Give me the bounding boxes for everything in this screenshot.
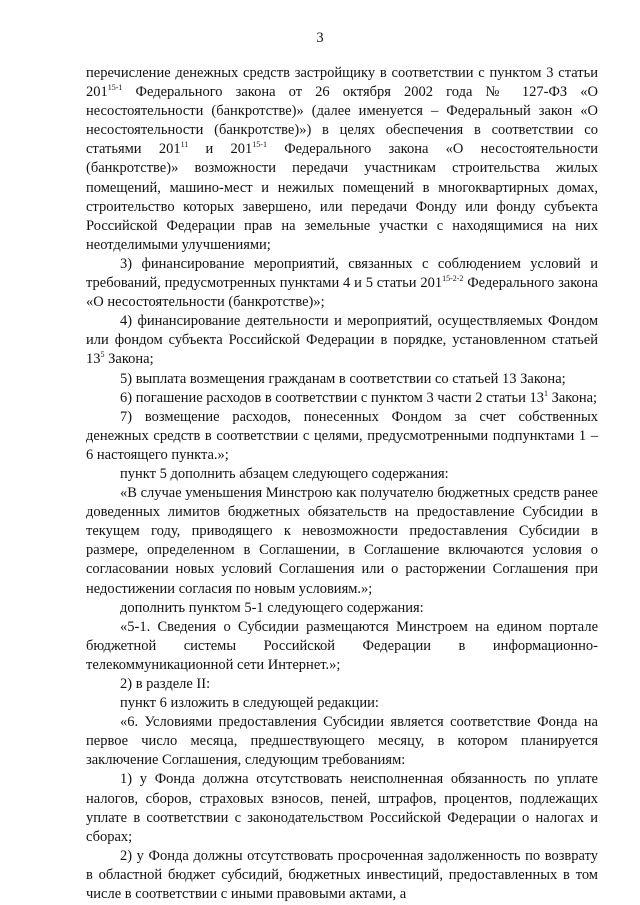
paragraph xyxy=(86,694,598,713)
document-body xyxy=(86,64,598,904)
paragraph-text: Закона; xyxy=(547,389,598,406)
paragraph-text: 2) у Фонда должны отсутствовать просроченная задолженность по возврату в областной бюджет субсидий, бюджетных инвестиций, предоставленных в том числе в соответствии с иными правовыми актами, а xyxy=(86,847,598,903)
paragraph-text: 1) у Фонда должна отсутствовать неисполненная обязанность по уплате налогов, сборов, страховых взносов, пеней, штрафов, процентов, подлежащих уплате в соответствии с законодательством Российской Федерации о налогах и сборах; xyxy=(86,771,598,845)
paragraph xyxy=(86,408,598,465)
paragraph-text: пункт 5 дополнить абзацем следующего содержания: xyxy=(120,465,449,482)
paragraph-text: 4) финансирование деятельности и мероприятий, осуществляемых Фондом или фондом субъекта Российской Федерации в порядке, установленном статьей 13 xyxy=(86,313,598,368)
paragraph xyxy=(86,675,598,694)
paragraph-text: дополнить пунктом 5-1 следующего содержания: xyxy=(120,599,424,616)
page-number: 3 xyxy=(316,30,324,46)
paragraph-text: «5-1. Сведения о Субсидии размещаются Минстроем на едином портале бюджетной системы Российской Федерации в информационно-телекоммуникационной сети Интернет.»; xyxy=(86,618,598,673)
paragraph-text: 6) погашение расходов в соответствии с пунктом 3 части 2 статьи 13 xyxy=(120,389,544,406)
paragraph-text: 3) финансирование мероприятий, связанных с соблюдением условий и требований, предусмотренных пунктами 4 и 5 статьи 201 xyxy=(86,255,598,292)
paragraph xyxy=(86,255,598,312)
paragraph-text: «В случае уменьшения Минстрою как получателю бюджетных средств ранее доведенных лимитов бюджетных обязательств на предоставление Субсидии в текущем году, приводящего к невозможности предоставления Субсидии в размере, определенном в Соглашении, в Соглашение включаются условия о согласовании новых условий Соглашения или о расторжении Соглашения при недостижении согласия по новым условиям.»; xyxy=(86,485,598,597)
paragraph xyxy=(86,389,598,408)
superscript: 15-2-2 xyxy=(442,274,464,284)
paragraph-text: Федерального закона от 26 октября 2002 года № 127-ФЗ «О несостоятельности (банкротстве)» (далее именуется – Федеральный закон «О несостоятельности (банкротстве)») в целях обеспечения в соответствии со статьями 201 xyxy=(86,84,598,158)
paragraph-text: 2) в разделе II: xyxy=(120,676,211,692)
paragraph xyxy=(86,770,598,846)
superscript: 15-1 xyxy=(107,83,123,93)
paragraph-text: 7) возмещение расходов, понесенных Фондом за счет собственных денежных средств в соответствии с целями, предусмотренными подпунктами 1 – 6 настоящего пункта.»; xyxy=(86,408,598,463)
superscript: 5 xyxy=(100,350,105,360)
paragraph xyxy=(86,312,598,369)
superscript: 15-1 xyxy=(252,140,267,150)
paragraph-text: перечисление денежных средств застройщику в соответствии с пунктом 3 статьи 201 xyxy=(86,65,598,101)
paragraph-text: Федерального закона «О несостоятельности (банкротстве)» возможности передачи участникам строительства жилых помещений, машино-мест и нежилых помещений в многоквартирных домах, строительство которых завершено, или передачи Фонду или фонду субъекта Российской Федерации прав на земельные участки с находящимися на них неотделимыми улучшениями; xyxy=(86,141,598,253)
paragraph xyxy=(86,64,598,255)
paragraph xyxy=(86,618,598,675)
paragraph xyxy=(86,599,598,618)
paragraph-text: Федерального закона «О несостоятельности (банкротстве)»; xyxy=(86,275,598,311)
paragraph-text: пункт 6 изложить в следующей редакции: xyxy=(120,695,379,712)
paragraph-text: и 201 xyxy=(188,141,253,158)
paragraph xyxy=(86,713,598,770)
paragraph xyxy=(86,484,598,599)
superscript: 11 xyxy=(180,140,189,150)
paragraph xyxy=(86,465,598,484)
superscript: 1 xyxy=(543,388,548,398)
paragraph-text: «6. Условиями предоставления Субсидии является соответствие Фонда на первое число месяца, предшествующего месяцу, в котором планируется заключение Соглашения, следующим требованиям: xyxy=(86,714,598,769)
paragraph xyxy=(86,847,598,904)
paragraph-text: Закона; xyxy=(104,351,154,368)
paragraph xyxy=(86,370,598,389)
paragraph-text: 5) выплата возмещения гражданам в соответствии со статьей 13 Закона; xyxy=(120,370,566,387)
